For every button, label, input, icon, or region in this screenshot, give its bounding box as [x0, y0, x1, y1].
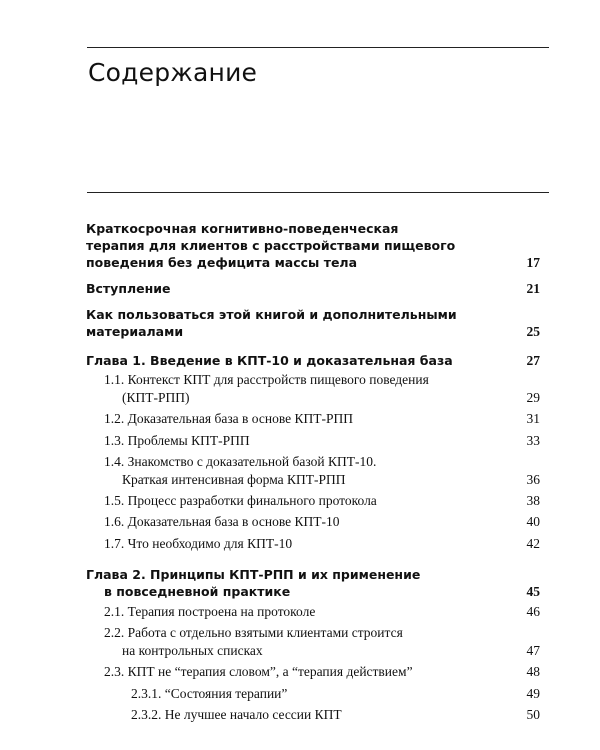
- toc-entry-foreword[interactable]: [86, 280, 540, 297]
- page-number: 25: [526, 324, 540, 339]
- page-number: 33: [526, 432, 540, 448]
- toc-entry-2-3-1[interactable]: [86, 685, 540, 703]
- page-number: 17: [526, 255, 540, 270]
- toc-entry-1-4[interactable]: [86, 453, 540, 489]
- page-number: 47: [526, 643, 540, 659]
- entry-line: 1.7. Что необходимо для КПТ-10: [104, 535, 293, 551]
- page-number: 27: [526, 353, 540, 368]
- entry-line: на контрольных списках: [122, 643, 263, 659]
- page-number: 42: [526, 535, 540, 551]
- toc-entry-1-6[interactable]: [86, 513, 540, 531]
- page-number: 49: [526, 685, 540, 701]
- entry-line: 2.3. КПТ не “терапия словом”, а “терапия действием”: [104, 664, 413, 680]
- toc-entry-1-1[interactable]: [86, 371, 540, 407]
- entry-line: Как пользоваться этой книгой и дополнительными: [86, 307, 457, 322]
- entry-line: 2.1. Терапия построена на протоколе: [104, 603, 316, 619]
- toc-entry-2-3-2[interactable]: [86, 706, 540, 724]
- entry-line: 1.1. Контекст КПТ для расстройств пищевого поведения: [104, 372, 429, 387]
- page-number: 21: [526, 281, 540, 296]
- page-number: 38: [526, 493, 540, 509]
- toc-entry-2-3[interactable]: [86, 663, 540, 681]
- toc-entry-2-1[interactable]: [86, 603, 540, 621]
- entry-line: в повседневной практике: [104, 583, 291, 599]
- toc-entry-1-5[interactable]: [86, 492, 540, 510]
- entry-line: терапия для клиентов с расстройствами пищевого: [86, 238, 456, 253]
- page-number: 45: [526, 583, 540, 599]
- page-number: 50: [526, 706, 540, 722]
- top-rule: [87, 47, 549, 48]
- page-number: 36: [526, 472, 540, 488]
- toc-entry-1-7[interactable]: [86, 535, 540, 553]
- section-rule: [87, 192, 549, 193]
- toc-entry-how-to-use[interactable]: [86, 306, 540, 340]
- entry-line: Глава 1. Введение в КПТ-10 и доказательная база: [86, 353, 453, 368]
- toc-entry-intro-title[interactable]: [86, 220, 540, 271]
- toc-entry-2-2[interactable]: [86, 624, 540, 660]
- page-number: 40: [526, 514, 540, 530]
- entry-line: (КПТ-РПП): [122, 390, 190, 406]
- page-number: 31: [526, 411, 540, 427]
- entry-line: 2.2. Работа с отдельно взятыми клиентами строится: [104, 625, 403, 641]
- toc-entry-1-3[interactable]: [86, 432, 540, 450]
- entry-line: Краткосрочная когнитивно-поведенческая: [86, 221, 399, 236]
- entry-line: Краткая интенсивная форма КПТ-РПП: [122, 472, 346, 488]
- entry-line: поведения без дефицита массы тела: [86, 255, 358, 270]
- entry-line: 1.2. Доказательная база в основе КПТ-РПП: [104, 411, 354, 427]
- page-number: 48: [526, 664, 540, 680]
- toc-entry-chapter-1[interactable]: [86, 352, 540, 369]
- entry-line: 2.3.1. “Состояния терапии”: [131, 685, 288, 701]
- page-number: 46: [526, 603, 540, 619]
- entry-line: 1.6. Доказательная база в основе КПТ-10: [104, 514, 340, 530]
- entry-line: 1.4. Знакомство с доказательной базой КПТ-10.: [104, 453, 377, 469]
- entry-line: материалами: [86, 324, 184, 339]
- toc-entry-1-2[interactable]: [86, 410, 540, 428]
- table-of-contents: [86, 220, 540, 724]
- entry-line: Глава 2. Принципы КПТ-РПП и их применение: [86, 566, 421, 582]
- entry-line: 2.3.2. Не лучшее начало сессии КПТ: [131, 706, 342, 722]
- entry-line: 1.5. Процесс разработки финального протокола: [104, 493, 377, 509]
- page-title: Содержание: [88, 58, 258, 87]
- page-number: 29: [526, 390, 540, 406]
- entry-line: Вступление: [86, 281, 171, 296]
- entry-line: 1.3. Проблемы КПТ-РПП: [104, 432, 250, 448]
- toc-entry-chapter-2[interactable]: [86, 566, 540, 600]
